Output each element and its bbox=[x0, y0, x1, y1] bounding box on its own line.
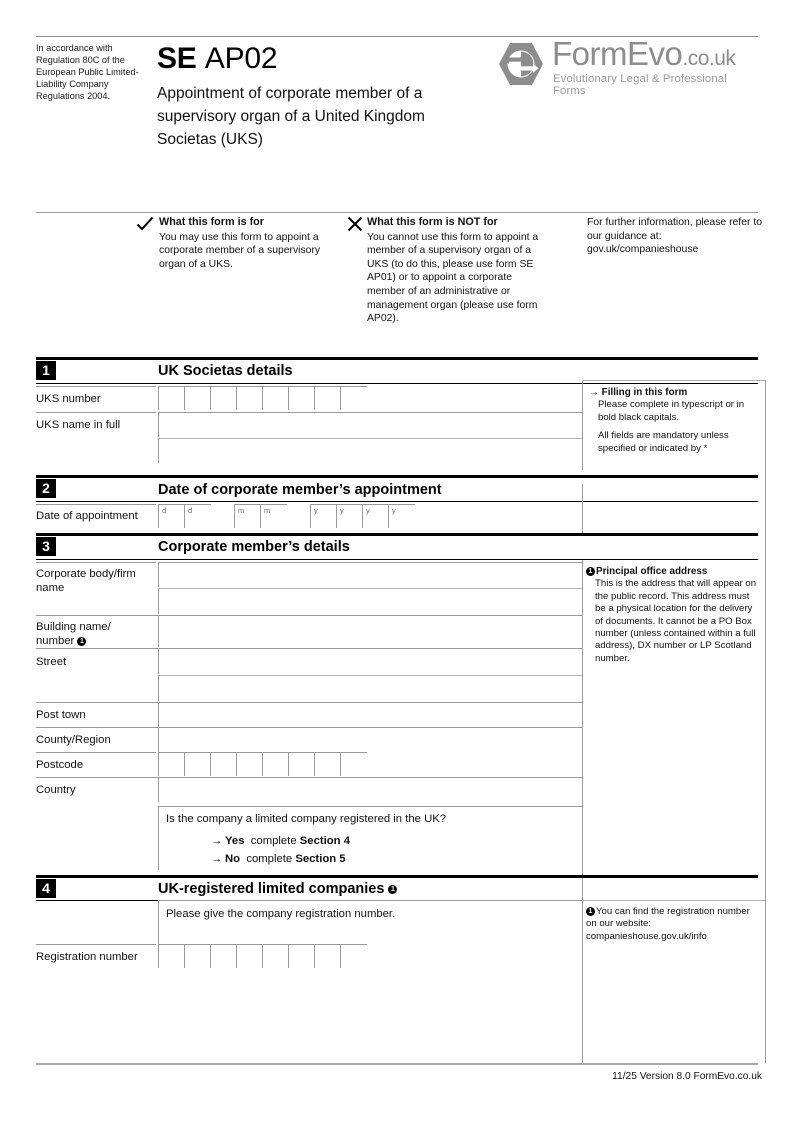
option-yes-target: Section 4 bbox=[299, 835, 350, 847]
section1-title: UK Societas details bbox=[158, 363, 293, 379]
section3-title: Corporate member’s details bbox=[158, 539, 350, 555]
form-code bbox=[157, 42, 277, 76]
uks-name-label-rule bbox=[36, 412, 156, 413]
footnote-marker-1-icon: 1 bbox=[586, 567, 595, 576]
option-yes-text: complete bbox=[250, 835, 300, 847]
street-line-2[interactable] bbox=[158, 675, 582, 701]
what-form-is-not-for bbox=[367, 216, 552, 326]
postcode-char-6[interactable] bbox=[288, 752, 314, 776]
right-frame-divider bbox=[765, 380, 766, 1063]
uks-name-line-1[interactable] bbox=[158, 412, 582, 437]
section2-underline bbox=[36, 501, 758, 502]
building-name-label-text: Building name/ number bbox=[36, 621, 111, 647]
filling-in-form-line1: Please complete in typescript or in bold black capitals. bbox=[598, 399, 745, 423]
bottom-divider bbox=[36, 1063, 758, 1065]
registration-number-char-4[interactable] bbox=[236, 944, 262, 968]
hexagon-arrows-icon bbox=[497, 42, 545, 86]
logo-tagline: Evolutionary Legal & Professional Forms bbox=[553, 73, 727, 97]
country-input[interactable] bbox=[158, 777, 582, 802]
section3-top-bar bbox=[36, 533, 758, 536]
registration-number-char-6[interactable] bbox=[288, 944, 314, 968]
registration-number-char-7[interactable] bbox=[314, 944, 340, 968]
footnote-marker-1-icon: 1 bbox=[77, 637, 86, 646]
section1-top-bar bbox=[36, 357, 758, 360]
building-name-label bbox=[36, 620, 152, 648]
date-month-2[interactable] bbox=[260, 504, 287, 528]
corporate-name-line-2[interactable] bbox=[158, 588, 582, 614]
corporate-name-label: Corporate body/firm name bbox=[36, 568, 136, 594]
logo-tld: .co.uk bbox=[682, 47, 736, 70]
postcode-char-4[interactable] bbox=[236, 752, 262, 776]
date-month-1[interactable] bbox=[234, 504, 260, 528]
postcode-char-5[interactable] bbox=[262, 752, 288, 776]
option-no[interactable] bbox=[211, 853, 346, 865]
street-label: Street bbox=[36, 656, 67, 668]
info-band-divider bbox=[36, 212, 758, 213]
date-year-4-hint: y bbox=[392, 506, 396, 515]
option-yes-answer: Yes bbox=[225, 835, 245, 847]
uks-number-char-1[interactable] bbox=[158, 386, 184, 410]
date-year-2[interactable] bbox=[336, 504, 362, 528]
uks-number-char-4[interactable] bbox=[236, 386, 262, 410]
post-town-label: Post town bbox=[36, 709, 86, 721]
principal-office-address-body: This is the address that will appear on the public record. This address must be a physical location for the delivery of documents. It cannot be a PO Box number (unless contained within a full address), DX number or LP Scotland number. bbox=[595, 578, 757, 664]
corporate-name-line-1[interactable] bbox=[158, 562, 582, 587]
section3-underline bbox=[36, 559, 758, 560]
date-year-3[interactable] bbox=[362, 504, 388, 528]
postcode-char-3[interactable] bbox=[210, 752, 236, 776]
form-code-suffix: AP02 bbox=[204, 42, 278, 75]
street-line-1[interactable] bbox=[158, 648, 582, 674]
date-year-1[interactable] bbox=[310, 504, 336, 528]
county-region-input[interactable] bbox=[158, 727, 582, 752]
uks-name-line-2[interactable] bbox=[158, 438, 582, 463]
arrow-icon: → bbox=[211, 835, 223, 847]
section4-instruction-block bbox=[158, 900, 582, 945]
uks-number-char-2[interactable] bbox=[184, 386, 210, 410]
filling-in-form-note bbox=[589, 387, 761, 455]
registration-number-char-8[interactable] bbox=[340, 944, 367, 968]
postcode-label: Postcode bbox=[36, 759, 84, 771]
footnote-marker-1-icon: 1 bbox=[388, 885, 397, 894]
registration-number-label-rule bbox=[36, 944, 156, 945]
what-form-is-for-heading: What this form is for bbox=[159, 216, 264, 228]
regulation-note: In accordance with Regulation 80C of the European Public Limited-Liability Company Regulations 2004. bbox=[36, 43, 139, 102]
principal-office-address-heading: Principal office address bbox=[596, 566, 708, 577]
arrow-icon: → bbox=[589, 387, 599, 398]
formevo-logo bbox=[497, 35, 759, 97]
what-form-is-not-for-body: You cannot use this form to appoint a member of a supervisory organ of a UKS (to do this, please use form SE AP01) or to appoint a corporate member of an administrative or management organ (please use form AP02). bbox=[367, 231, 539, 325]
building-name-input[interactable] bbox=[158, 615, 582, 647]
check-icon bbox=[136, 216, 154, 234]
section1-note-top-rule bbox=[582, 380, 765, 381]
date-month-2-hint: m bbox=[264, 506, 271, 515]
option-no-text: complete bbox=[246, 853, 296, 865]
registration-number-char-2[interactable] bbox=[184, 944, 210, 968]
date-label-rule bbox=[36, 504, 156, 505]
section1-number: 1 bbox=[36, 361, 56, 380]
date-of-appointment-label: Date of appointment bbox=[36, 510, 138, 522]
option-yes[interactable] bbox=[211, 835, 350, 847]
date-year-4[interactable] bbox=[388, 504, 415, 528]
footer-version: 11/25 Version 8.0 FormEvo.co.uk bbox=[612, 1071, 762, 1082]
option-no-target: Section 5 bbox=[295, 853, 346, 865]
postcode-char-7[interactable] bbox=[314, 752, 340, 776]
uks-number-char-7[interactable] bbox=[314, 386, 340, 410]
section2-title: Date of corporate member’s appointment bbox=[158, 482, 442, 498]
section3-number: 3 bbox=[36, 537, 56, 556]
section2-column-divider bbox=[582, 484, 583, 534]
section2-number: 2 bbox=[36, 479, 56, 498]
date-year-2-hint: y bbox=[340, 506, 344, 515]
uk-limited-company-question: Is the company a limited company registered in the UK? bbox=[166, 813, 447, 825]
footnote-marker-1-icon: 1 bbox=[586, 907, 595, 916]
option-no-answer: No bbox=[225, 853, 241, 865]
postcode-char-1[interactable] bbox=[158, 752, 184, 776]
what-form-is-for-body: You may use this form to appoint a corporate member of a supervisory organ of a UKS. bbox=[159, 231, 321, 270]
what-form-is-for bbox=[159, 216, 324, 271]
corp-name-label-rule bbox=[36, 562, 156, 563]
filling-in-form-line2: All fields are mandatory unless specified or indicated by * bbox=[598, 430, 729, 454]
section1-underline bbox=[36, 383, 758, 384]
registration-number-note bbox=[586, 906, 762, 943]
logo-wordmark bbox=[552, 36, 735, 77]
uks-number-char-6[interactable] bbox=[288, 386, 314, 410]
uks-name-label: UKS name in full bbox=[36, 419, 121, 431]
what-form-is-not-for-heading: What this form is NOT for bbox=[367, 216, 498, 228]
section2-top-bar bbox=[36, 475, 758, 478]
date-day-2[interactable] bbox=[184, 504, 211, 528]
uks-number-label: UKS number bbox=[36, 393, 101, 405]
section4-title-text: UK-registered limited companies bbox=[158, 881, 385, 897]
arrow-icon: → bbox=[211, 853, 223, 865]
date-year-3-hint: y bbox=[366, 506, 370, 515]
registration-number-char-5[interactable] bbox=[262, 944, 288, 968]
section4-top-bar bbox=[36, 875, 758, 878]
post-town-input[interactable] bbox=[158, 702, 582, 727]
uks-number-label-rule bbox=[36, 386, 156, 387]
postcode-char-8[interactable] bbox=[340, 752, 367, 776]
date-day-1[interactable] bbox=[158, 504, 184, 528]
page-title: Appointment of corporate member of a supervisory organ of a United Kingdom Societas (UKS) bbox=[157, 85, 425, 148]
date-year-1-hint: y bbox=[314, 506, 318, 515]
principal-office-address-note bbox=[586, 566, 762, 665]
county-region-label: County/Region bbox=[36, 734, 111, 746]
section4-title bbox=[158, 880, 398, 899]
date-month-1-hint: m bbox=[238, 506, 245, 515]
uks-number-char-5[interactable] bbox=[262, 386, 288, 410]
registration-number-char-3[interactable] bbox=[210, 944, 236, 968]
date-day-2-hint: d bbox=[188, 506, 193, 515]
filling-in-form-heading: Filling in this form bbox=[601, 387, 688, 398]
date-day-1-hint: d bbox=[162, 506, 167, 515]
registration-number-label: Registration number bbox=[36, 951, 138, 963]
uks-number-char-8[interactable] bbox=[340, 386, 367, 410]
postcode-char-2[interactable] bbox=[184, 752, 210, 776]
logo-name: FormEvo bbox=[552, 35, 683, 72]
form-code-prefix: SE bbox=[157, 42, 197, 75]
postcode-label-rule bbox=[36, 752, 156, 753]
further-information: For further information, please refer to our guidance at: gov.uk/companieshouse bbox=[587, 217, 762, 256]
registration-number-note-body: You can find the registration number on our website: companieshouse.gov.uk/info bbox=[586, 906, 750, 942]
section3-column-divider bbox=[582, 560, 583, 1063]
section4-instruction: Please give the company registration number. bbox=[166, 908, 396, 920]
uks-number-char-3[interactable] bbox=[210, 386, 236, 410]
section1-column-divider bbox=[582, 380, 583, 470]
section4-note-top-rule bbox=[582, 900, 765, 901]
uk-limited-company-question-block bbox=[158, 806, 582, 870]
cross-icon bbox=[347, 216, 363, 232]
country-label: Country bbox=[36, 784, 76, 796]
section4-number: 4 bbox=[36, 879, 56, 898]
registration-number-char-1[interactable] bbox=[158, 944, 184, 968]
